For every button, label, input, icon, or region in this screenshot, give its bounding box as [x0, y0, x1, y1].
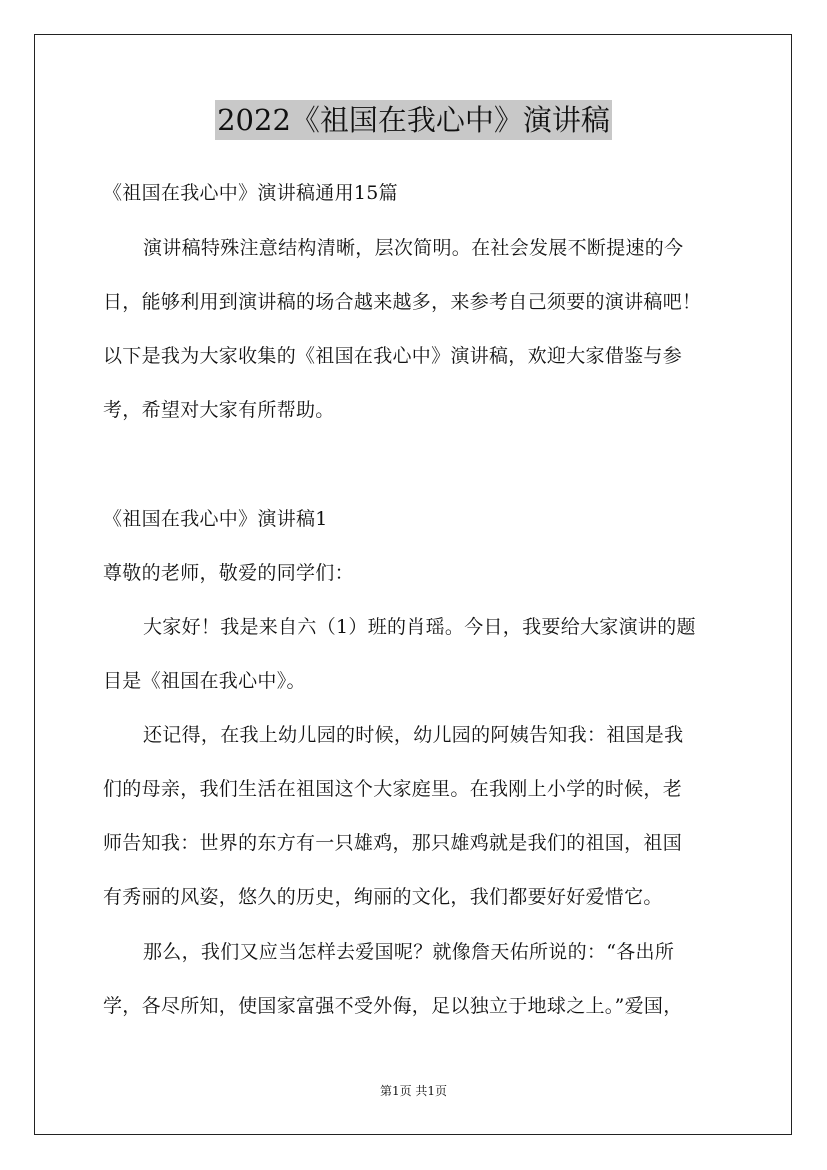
page-number-footer: 第1页 共1页 [379, 1084, 448, 1098]
paragraph-line: 目是《祖国在我心中》。 [103, 670, 306, 692]
subtitle-line: 《祖国在我心中》演讲稿通用15篇 [103, 182, 398, 204]
paragraph-line: 还记得，在我上幼儿园的时候，幼儿园的阿姨告知我：祖国是我 [143, 724, 684, 746]
paragraph-line: 大家好！我是来自六（1）班的肖瑶。今日，我要给大家演讲的题 [143, 616, 696, 638]
salutation-line: 尊敬的老师，敬爱的同学们： [103, 562, 354, 584]
paragraph-line: 以下是我为大家收集的《祖国在我心中》演讲稿，欢迎大家借鉴与参 [103, 345, 683, 367]
title-container [0, 100, 827, 140]
paragraph-line: 演讲稿特殊注意结构清晰，层次简明。在社会发展不断提速的今 [143, 237, 684, 259]
paragraph-line: 师告知我：世界的东方有一只雄鸡，那只雄鸡就是我们的祖国，祖国 [103, 832, 683, 854]
paragraph-line: 有秀丽的风姿，悠久的历史，绚丽的文化，我们都要好好爱惜它。 [103, 886, 663, 908]
paragraph-line: 那么，我们又应当怎样去爱国呢？就像詹天佑所说的：“各出所 [143, 941, 675, 963]
section-heading: 《祖国在我心中》演讲稿1 [103, 508, 328, 530]
paragraph-line: 们的母亲，我们生活在祖国这个大家庭里。在我刚上小学的时候，老 [103, 778, 683, 800]
document-title: 2022《祖国在我心中》演讲稿 [215, 100, 612, 140]
paragraph-line: 日，能够利用到演讲稿的场合越来越多，来参考自己须要的演讲稿吧！ [103, 291, 702, 313]
paragraph-line: 学，各尽所知，使国家富强不受外侮，足以独立于地球之上。”爱国， [103, 995, 683, 1017]
paragraph-line: 考，希望对大家有所帮助。 [103, 399, 335, 421]
